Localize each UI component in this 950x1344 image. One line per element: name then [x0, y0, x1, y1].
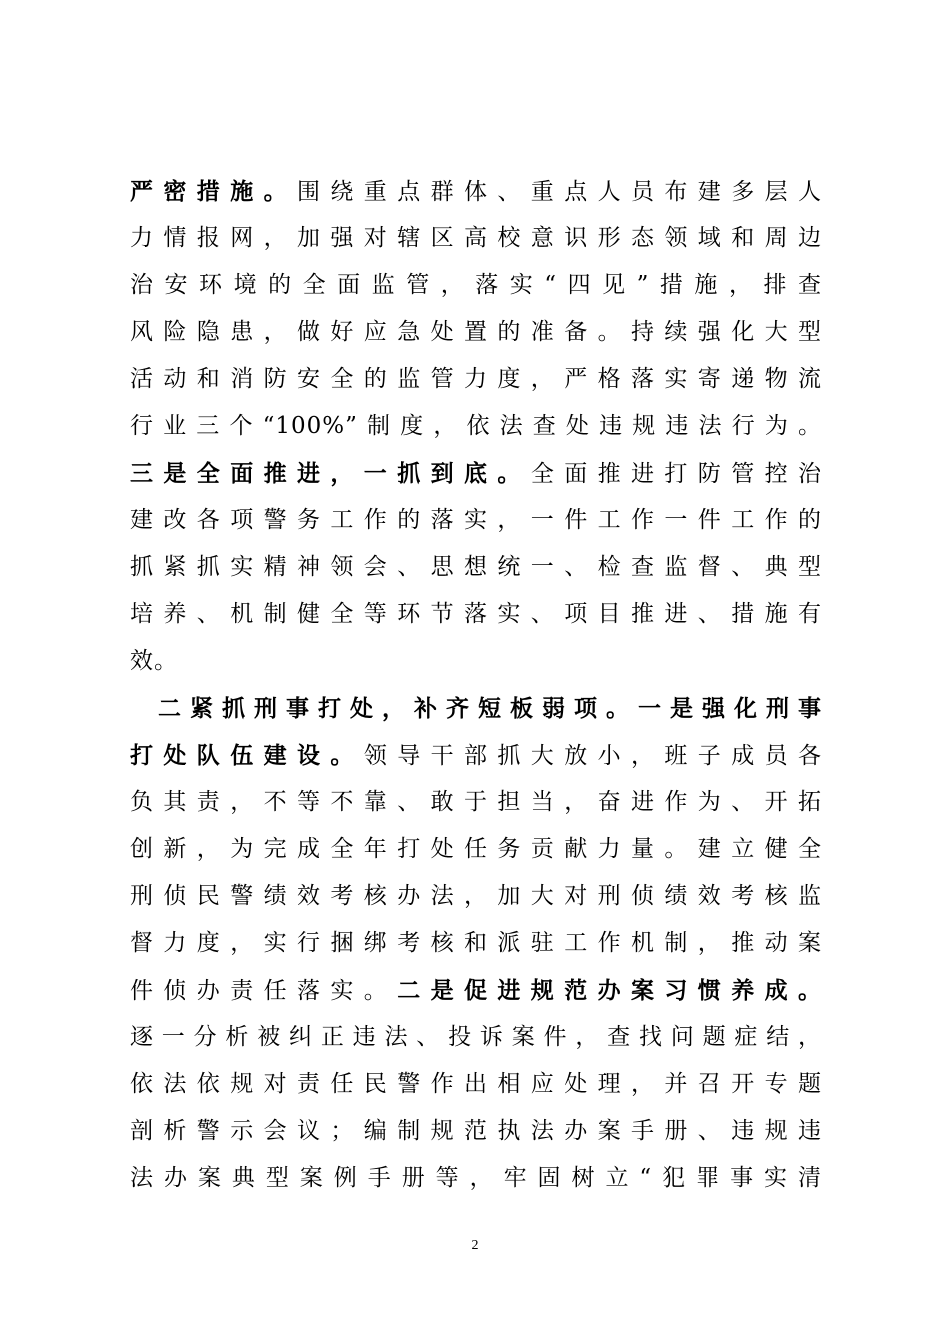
- bold-text-run: 三是全面推进，一抓到底。: [130, 460, 531, 487]
- text-line: [130, 403, 822, 450]
- text-run: 活动和消防安全的监管力度，严格落实寄递物流: [130, 366, 822, 392]
- text-line: [130, 450, 822, 497]
- text-line: [130, 1014, 822, 1061]
- text-run: 负其责，不等不靠、敢于担当，奋进作为、开拓: [130, 789, 822, 815]
- text-line: [130, 168, 822, 215]
- text-line: [130, 1108, 822, 1155]
- text-line: [130, 309, 822, 356]
- text-run: 治安环境的全面监管，落实“四见”措施，排查: [130, 272, 822, 298]
- text-run: 件侦办责任落实。: [130, 978, 398, 1004]
- text-line: [130, 544, 822, 591]
- text-run: 效。: [130, 648, 178, 674]
- text-run: 抓紧抓实精神领会、思想统一、检查监督、典型: [130, 554, 822, 580]
- text-run: 全面推进打防管控治: [530, 461, 823, 487]
- text-run: 行业三个“100%”制度，依法查处违规违法行为。: [130, 413, 822, 439]
- text-line: [130, 262, 822, 309]
- text-run: 依法依规对责任民警作出相应处理，并召开专题: [130, 1071, 822, 1097]
- text-line: [130, 873, 822, 920]
- text-run: 力情报网，加强对辖区高校意识形态领域和周边: [130, 225, 822, 251]
- text-run: 创新，为完成全年打处任务贡献力量。建立健全: [130, 836, 822, 862]
- text-line: [130, 732, 822, 779]
- text-line: [130, 591, 822, 638]
- text-run: 刑侦民警绩效考核办法，加大对刑侦绩效考核监: [130, 883, 822, 909]
- text-run: 风险隐患，做好应急处置的准备。持续强化大型: [130, 319, 822, 345]
- text-run: 逐一分析被纠正违法、投诉案件，查找问题症结，: [130, 1024, 822, 1050]
- text-line: [130, 215, 822, 262]
- bold-text-run: 二紧抓刑事打处，补齐短板弱项。: [158, 695, 638, 722]
- text-line: [130, 356, 822, 403]
- text-line: [130, 685, 822, 732]
- text-run: 围绕重点群体、重点人员布建多层人: [297, 179, 822, 205]
- text-line: [130, 967, 822, 1014]
- text-run: 领导干部抓大放小，班子成员各: [363, 743, 823, 769]
- text-run: 督力度，实行捆绑考核和派驻工作机制，推动案: [130, 930, 822, 956]
- text-run: 培养、机制健全等环节落实、项目推进、措施有: [130, 601, 822, 627]
- text-line: [130, 920, 822, 967]
- body-text: [130, 168, 822, 1202]
- bold-text-run: 二是促进规范办案习惯养成。: [397, 977, 823, 1004]
- text-run: 剖析警示会议；编制规范执法办案手册、违规违: [130, 1118, 822, 1144]
- bold-text-run: 严密措施。: [130, 178, 297, 205]
- text-line: [130, 779, 822, 826]
- text-line: [130, 638, 822, 685]
- page-number: 2: [471, 1238, 479, 1253]
- text-run: 法办案典型案例手册等，牢固树立“犯罪事实清: [130, 1165, 822, 1191]
- text-line: [130, 826, 822, 873]
- text-line: [130, 1061, 822, 1108]
- text-line: [130, 1155, 822, 1202]
- text-line: [130, 497, 822, 544]
- bold-text-run: 一是强化刑事: [638, 695, 822, 722]
- bold-text-run: 打处队伍建设。: [130, 742, 364, 769]
- text-run: 建改各项警务工作的落实，一件工作一件工作的: [130, 507, 822, 533]
